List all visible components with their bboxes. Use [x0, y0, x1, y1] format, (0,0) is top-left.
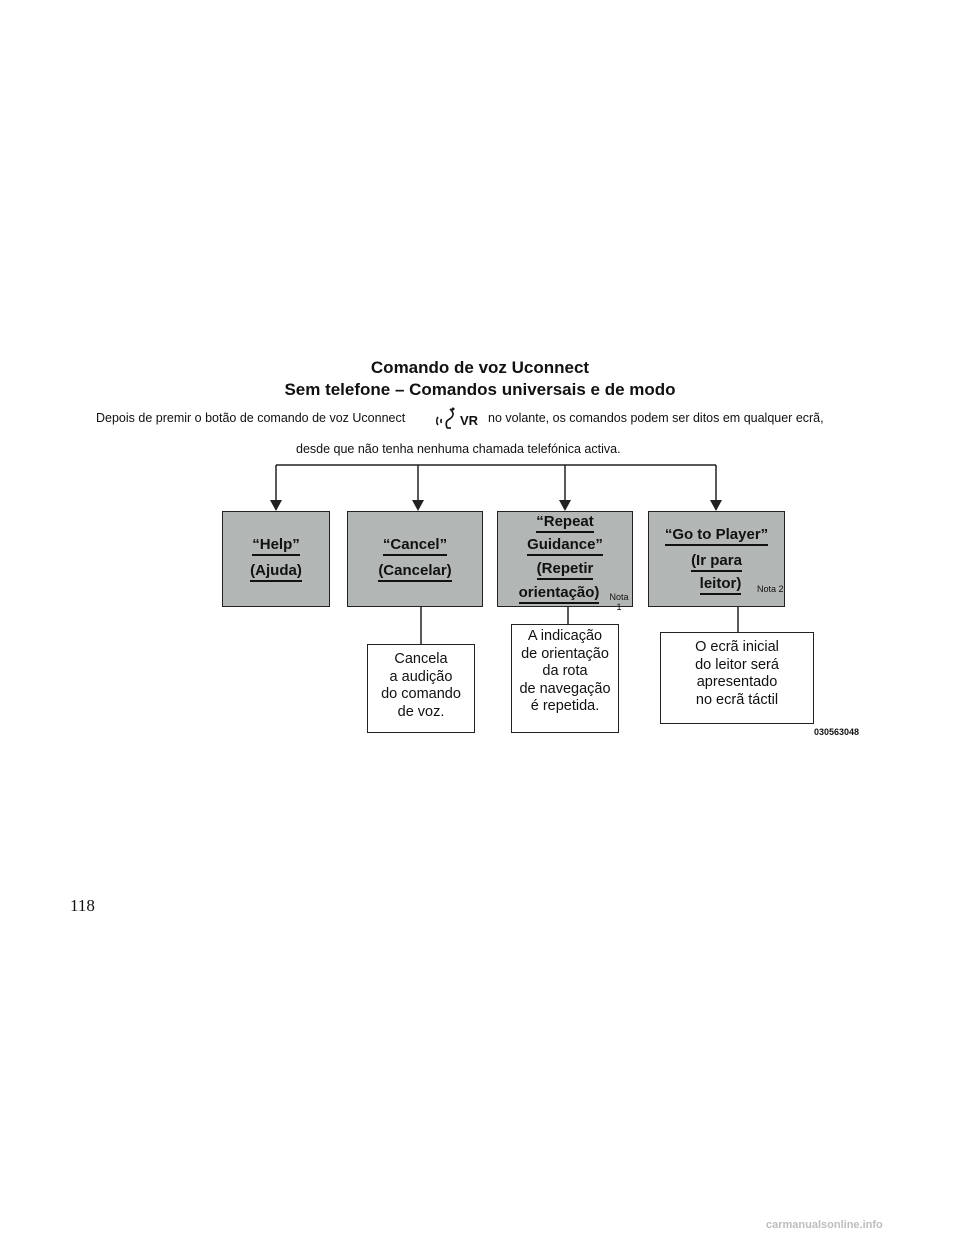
command-goto-line2: (Ir para — [649, 552, 784, 569]
desc-repeat-line4: de navegação — [519, 680, 611, 697]
command-box-cancel — [347, 511, 483, 607]
command-box-repeat-guidance — [497, 511, 633, 612]
arrowhead-cancel — [412, 500, 424, 511]
arrowhead-goto — [710, 500, 722, 511]
command-repeat-line2: Guidance” — [498, 536, 632, 553]
arrowhead-help — [270, 500, 282, 511]
command-box-help — [222, 511, 330, 607]
desc-goto-line1: O ecrã inicial — [695, 639, 779, 655]
command-goto-line3: leitor) — [653, 575, 788, 592]
intro-text-line2: desde que não tenha nenhuma chamada telefónica activa. — [296, 442, 621, 456]
page-number: 118 — [70, 896, 95, 915]
intro-text-part1: Depois de premir o botão de comando de voz Uconnect — [96, 411, 406, 425]
vr-icon-label: VR — [460, 413, 479, 428]
command-box-go-to-player — [648, 511, 785, 607]
desc-goto-line4: no ecrã táctil — [695, 691, 779, 708]
command-goto-line1: “Go to Player” — [649, 526, 784, 543]
command-repeat-line1: “Repeat — [498, 513, 632, 530]
command-repeat-line3: (Repetir — [498, 560, 632, 577]
diagram-subtitle: Sem telefone – Comandos universais e de modo — [284, 380, 676, 399]
desc-cancel-line2: a audição — [389, 668, 453, 685]
desc-goto-line2: do leitor será — [695, 656, 779, 673]
figure-code: 030563048 — [814, 727, 860, 737]
command-cancel-line1: “Cancel” — [348, 536, 482, 553]
desc-cancel-line3: do comando — [381, 686, 461, 702]
arrowhead-repeat — [559, 500, 571, 511]
note-2-label: Nota 2 — [757, 584, 784, 594]
desc-repeat-line3: da rota — [542, 663, 588, 679]
description-box-repeat — [511, 624, 619, 733]
desc-cancel-line1: Cancela — [394, 651, 448, 667]
footer-watermark: carmanualsonline.info — [766, 1219, 883, 1231]
desc-cancel-line4: de voz. — [397, 703, 445, 720]
command-help-line1: “Help” — [223, 536, 329, 553]
command-cancel-line2: (Cancelar) — [348, 562, 482, 579]
command-help-line2: (Ajuda) — [223, 562, 329, 579]
diagram-title: Comando de voz Uconnect — [370, 358, 590, 377]
desc-repeat-line1: A indicação — [527, 628, 603, 644]
intro-text-part2: no volante, os comandos podem ser ditos em qualquer ecrã, — [488, 411, 824, 425]
description-box-cancel — [367, 644, 475, 733]
desc-repeat-line5: é repetida. — [530, 698, 600, 714]
desc-goto-line3: apresentado — [696, 674, 778, 690]
command-repeat-line4: orientação) — [492, 584, 626, 601]
description-box-go-to-player — [660, 632, 814, 724]
desc-repeat-line2: de orientação — [521, 645, 609, 662]
note-1-label: Nota 1 — [609, 592, 629, 612]
